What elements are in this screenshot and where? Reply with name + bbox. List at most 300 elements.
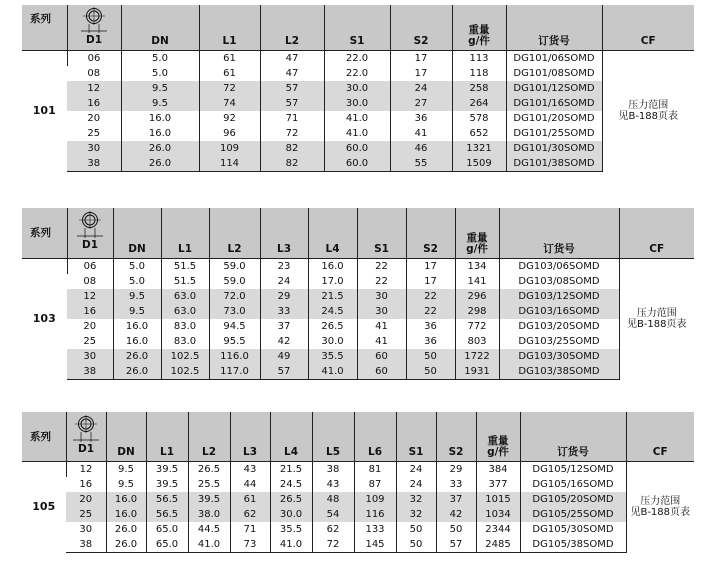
table-row [22,274,694,289]
cell-s1: 22.0 [324,66,390,81]
cell-order-number: DG103/20SOMD [499,319,619,334]
cell-s2: 17 [406,258,455,274]
header-order-number: 订货号 [520,412,626,461]
cell-l2: 57 [260,81,324,96]
cell-weight: 1015 [476,492,520,507]
header-l4: L4 [308,208,357,258]
cell-weight: 2344 [476,522,520,537]
table-row [22,364,694,380]
header-cf: CF [602,5,694,50]
cell-s2: 41 [390,126,452,141]
header-s1: S1 [324,5,390,50]
cell-d1: 12 [67,289,113,304]
table-row [22,334,694,349]
cell-l2: 39.5 [188,492,230,507]
cell-order-number: DG105/30SOMD [520,522,626,537]
header-weight [452,5,506,50]
cell-s1: 50 [396,522,436,537]
cell-l1: 61 [199,66,260,81]
header-series: 系列 [22,412,66,461]
cell-order-number: DG105/38SOMD [520,537,626,553]
cell-order-number: DG101/12SOMD [506,81,602,96]
cell-l3: 62 [230,507,270,522]
cell-dn: 9.5 [121,81,199,96]
cell-s2: 27 [390,96,452,111]
header-l1: L1 [161,208,209,258]
header-cf: CF [619,208,694,258]
cell-s2: 24 [390,81,452,96]
cell-d1: 16 [67,304,113,319]
cf-note-line1: 压力范围 [640,495,681,507]
cell-l2: 94.5 [209,319,260,334]
cell-dn: 26.0 [121,141,199,156]
table-row [22,81,694,96]
cell-s1: 41 [357,319,406,334]
cell-l1: 65.0 [146,522,188,537]
cell-s2: 17 [406,274,455,289]
cell-s1: 60 [357,349,406,364]
cell-d1: 25 [87,127,101,139]
cf-note [602,50,694,171]
header-d1-label: D1 [85,34,103,46]
table-row [22,111,694,126]
header-s2: S2 [436,412,476,461]
cell-l1: 51.5 [161,274,209,289]
cell-l1: 56.5 [146,492,188,507]
cell-order-number: DG101/20SOMD [506,111,602,126]
cf-note-line2: 见B-188页表 [630,506,691,518]
spec-table-101 [22,5,694,172]
cell-dn: 16.0 [113,319,161,334]
cell-l3: 43 [230,461,270,477]
cell-s2: 37 [436,492,476,507]
cell-s2: 50 [406,349,455,364]
cell-l1: 114 [199,156,260,172]
cell-dn: 5.0 [113,274,161,289]
cell-l2: 41.0 [188,537,230,553]
cell-dn: 5.0 [121,50,199,66]
cell-l3: 23 [260,258,308,274]
table-row [22,141,694,156]
cell-weight: 1034 [476,507,520,522]
header-d1-label: D1 [81,239,99,251]
cell-d1: 25 [83,335,97,347]
cell-l1: 56.5 [146,507,188,522]
cell-order-number: DG105/25SOMD [520,507,626,522]
header-l3: L3 [260,208,308,258]
series-label: 105 [22,461,66,552]
cell-s2: 36 [390,111,452,126]
cell-l1: 83.0 [161,319,209,334]
header-order-number: 订货号 [499,208,619,258]
cell-l1: 102.5 [161,364,209,380]
cell-dn: 26.0 [106,522,146,537]
cell-s2: 17 [390,66,452,81]
cell-weight: 1509 [452,156,506,172]
header-weight-line2: g/件 [466,242,488,255]
cell-l4: 16.0 [308,258,357,274]
header-s2: S2 [390,5,452,50]
cell-l1: 92 [199,111,260,126]
cell-order-number: DG101/38SOMD [506,156,602,172]
cell-s2: 29 [436,461,476,477]
cell-l4: 35.5 [270,522,312,537]
cell-weight: 141 [455,274,499,289]
cell-s1: 22 [357,258,406,274]
cell-l6: 109 [354,492,396,507]
fitting-diameter-icon [73,210,107,240]
cell-s1: 30 [357,289,406,304]
header-weight [476,412,520,461]
cell-d1: 30 [67,141,121,156]
cell-l5: 48 [312,492,354,507]
cell-dn: 16.0 [121,126,199,141]
table-row [22,477,694,492]
cell-d1: 20 [83,320,97,332]
cell-l4: 26.5 [308,319,357,334]
cf-note-line2: 见B-188页表 [626,318,687,330]
cell-order-number: DG101/30SOMD [506,141,602,156]
cell-weight: 298 [455,304,499,319]
cell-l2: 38.0 [188,507,230,522]
cell-order-number: DG103/08SOMD [499,274,619,289]
cell-order-number: DG103/12SOMD [499,289,619,304]
cell-l6: 145 [354,537,396,553]
cell-l4: 30.0 [308,334,357,349]
table-row [22,156,694,172]
cell-l2: 57 [260,96,324,111]
cell-weight: 1931 [455,364,499,380]
cell-d1: 12 [67,81,121,96]
cell-weight: 258 [452,81,506,96]
cell-d1: 16 [67,96,121,111]
cell-l2: 44.5 [188,522,230,537]
cell-s2: 50 [436,522,476,537]
cell-s1: 32 [396,492,436,507]
cell-s1: 24 [396,461,436,477]
cell-s2: 42 [436,507,476,522]
cell-l2: 82 [260,156,324,172]
header-l5: L5 [312,412,354,461]
cell-s1: 60.0 [324,156,390,172]
spec-table-103 [22,208,694,380]
table-row [22,507,694,522]
table-row [22,66,694,81]
cell-weight: 803 [455,334,499,349]
cell-dn: 9.5 [113,289,161,304]
cell-l3: 29 [260,289,308,304]
cell-dn: 26.0 [106,537,146,553]
cell-d1: 25 [66,507,106,522]
cell-weight: 134 [455,258,499,274]
table-row [22,461,694,477]
cell-l3: 57 [260,364,308,380]
cell-order-number: DG101/06SOMD [506,50,602,66]
cell-l6: 133 [354,522,396,537]
header-d1 [67,208,113,258]
cf-note-line2: 见B-188页表 [618,110,679,122]
cell-order-number: DG103/06SOMD [499,258,619,274]
cell-weight: 264 [452,96,506,111]
cell-l3: 73 [230,537,270,553]
cell-dn: 26.0 [113,349,161,364]
cell-l1: 51.5 [161,258,209,274]
cell-l2: 59.0 [209,274,260,289]
cell-l2: 47 [260,66,324,81]
cell-l5: 62 [312,522,354,537]
fitting-diameter-icon [77,7,111,35]
cell-s2: 36 [406,319,455,334]
header-l1: L1 [146,412,188,461]
cell-l1: 63.0 [161,289,209,304]
cell-s1: 60 [357,364,406,380]
cell-l1: 61 [199,50,260,66]
cell-s1: 41 [357,334,406,349]
cell-dn: 9.5 [113,304,161,319]
cell-l1: 102.5 [161,349,209,364]
cell-l5: 72 [312,537,354,553]
cell-weight: 377 [476,477,520,492]
cell-l2: 59.0 [209,258,260,274]
cell-order-number: DG105/20SOMD [520,492,626,507]
header-weight-line2: g/件 [468,34,490,47]
cell-dn: 5.0 [121,66,199,81]
cell-d1: 38 [67,156,121,172]
cell-l3: 61 [230,492,270,507]
header-l2: L2 [188,412,230,461]
cell-s2: 22 [406,289,455,304]
header-s1: S1 [396,412,436,461]
cell-s2: 36 [406,334,455,349]
cell-l2: 25.5 [188,477,230,492]
cell-l2: 116.0 [209,349,260,364]
cell-d1: 20 [87,112,101,124]
cell-l4: 24.5 [308,304,357,319]
cell-l4: 21.5 [308,289,357,304]
cell-s1: 30 [357,304,406,319]
cell-s2: 50 [406,364,455,380]
cf-note-line1: 压力范围 [636,307,677,319]
fitting-diameter-icon [69,414,103,444]
header-weight-line1: 重量 [487,434,509,447]
series-label: 103 [22,258,67,379]
table-row [22,304,694,319]
cell-weight: 113 [452,50,506,66]
cell-order-number: DG105/12SOMD [520,461,626,477]
cell-order-number: DG101/08SOMD [506,66,602,81]
table-row [22,96,694,111]
cell-l5: 38 [312,461,354,477]
cell-dn: 16.0 [121,111,199,126]
cell-l4: 41.0 [270,537,312,553]
header-weight-line2: g/件 [487,445,509,458]
cell-dn: 16.0 [106,507,146,522]
cell-s1: 50 [396,537,436,553]
cell-s2: 55 [390,156,452,172]
table-row [22,289,694,304]
cell-s2: 46 [390,141,452,156]
header-d1 [66,412,106,461]
cf-note [619,258,694,379]
cell-l1: 63.0 [161,304,209,319]
cell-d1: 16 [79,478,93,490]
cell-d1: 06 [67,50,121,66]
cell-order-number: DG101/25SOMD [506,126,602,141]
cell-dn: 16.0 [106,492,146,507]
table-row [22,349,694,364]
cell-weight: 1321 [452,141,506,156]
cell-s1: 22.0 [324,50,390,66]
cell-l2: 95.5 [209,334,260,349]
cell-dn: 5.0 [113,258,161,274]
cell-l2: 72 [260,126,324,141]
table-row [22,492,694,507]
cell-d1: 08 [83,275,97,287]
header-l4: L4 [270,412,312,461]
cell-l3: 24 [260,274,308,289]
cell-d1: 38 [66,537,106,553]
cell-l1: 96 [199,126,260,141]
header-series: 系列 [22,208,67,258]
cf-note-line1: 压力范围 [628,99,669,111]
cell-d1: 12 [66,461,106,477]
cell-s1: 22 [357,274,406,289]
cell-weight: 118 [452,66,506,81]
cell-s1: 30.0 [324,96,390,111]
table-row [22,522,694,537]
cell-dn: 26.0 [113,364,161,380]
cell-s1: 30.0 [324,81,390,96]
cell-l3: 37 [260,319,308,334]
cell-s1: 60.0 [324,141,390,156]
cell-s1: 32 [396,507,436,522]
header-dn: DN [113,208,161,258]
table-row [22,258,694,274]
cell-l2: 82 [260,141,324,156]
cell-l2: 71 [260,111,324,126]
cell-l4: 41.0 [308,364,357,380]
cell-s2: 22 [406,304,455,319]
cell-s2: 57 [436,537,476,553]
cell-l4: 35.5 [308,349,357,364]
cell-weight: 296 [455,289,499,304]
cell-l5: 43 [312,477,354,492]
cell-l2: 72.0 [209,289,260,304]
header-s2: S2 [406,208,455,258]
header-dn: DN [121,5,199,50]
header-d1-label: D1 [77,443,95,455]
cell-l4: 21.5 [270,461,312,477]
header-l2: L2 [260,5,324,50]
cell-s1: 41.0 [324,111,390,126]
cell-l4: 17.0 [308,274,357,289]
cell-l3: 49 [260,349,308,364]
cell-l3: 42 [260,334,308,349]
cell-d1: 30 [79,523,93,535]
header-l6: L6 [354,412,396,461]
cell-dn: 9.5 [106,477,146,492]
cell-order-number: DG103/16SOMD [499,304,619,319]
cell-l1: 109 [199,141,260,156]
cell-d1: 08 [87,67,101,79]
cell-l1: 65.0 [146,537,188,553]
cell-s2: 33 [436,477,476,492]
header-l3: L3 [230,412,270,461]
cell-l1: 83.0 [161,334,209,349]
series-label: 101 [22,50,67,171]
cell-order-number: DG101/16SOMD [506,96,602,111]
header-series: 系列 [22,5,67,50]
cell-l6: 87 [354,477,396,492]
cell-l6: 116 [354,507,396,522]
spec-table-105 [22,412,694,553]
cell-l2: 73.0 [209,304,260,319]
table-row [22,50,694,66]
header-cf: CF [626,412,694,461]
header-s1: S1 [357,208,406,258]
table-row [22,319,694,334]
header-l1: L1 [199,5,260,50]
cell-order-number: DG103/38SOMD [499,364,619,380]
cell-l4: 30.0 [270,507,312,522]
cell-l3: 71 [230,522,270,537]
cell-d1: 06 [67,258,113,274]
cf-note [626,461,694,552]
cell-weight: 1722 [455,349,499,364]
cell-dn: 9.5 [121,96,199,111]
table-row [22,537,694,553]
cell-l1: 39.5 [146,477,188,492]
cell-s2: 17 [390,50,452,66]
cell-l5: 54 [312,507,354,522]
cell-order-number: DG103/30SOMD [499,349,619,364]
cell-dn: 9.5 [106,461,146,477]
cell-d1: 30 [67,349,113,364]
cell-l6: 81 [354,461,396,477]
header-weight [455,208,499,258]
cell-order-number: DG105/16SOMD [520,477,626,492]
cell-l2: 26.5 [188,461,230,477]
cell-dn: 26.0 [121,156,199,172]
cell-l3: 33 [260,304,308,319]
cell-l1: 74 [199,96,260,111]
cell-d1: 38 [67,364,113,380]
cell-weight: 384 [476,461,520,477]
cell-d1: 20 [66,492,106,507]
cell-s1: 41.0 [324,126,390,141]
cell-l4: 24.5 [270,477,312,492]
cell-l1: 39.5 [146,461,188,477]
cell-l2: 117.0 [209,364,260,380]
cell-order-number: DG103/25SOMD [499,334,619,349]
cell-weight: 772 [455,319,499,334]
cell-dn: 16.0 [113,334,161,349]
header-dn: DN [106,412,146,461]
cell-l1: 72 [199,81,260,96]
cell-l2: 47 [260,50,324,66]
table-row [22,126,694,141]
header-weight-line1: 重量 [466,231,488,244]
cell-weight: 652 [452,126,506,141]
header-d1 [67,5,121,50]
cell-l3: 44 [230,477,270,492]
header-weight-line1: 重量 [468,23,490,36]
header-order-number: 订货号 [506,5,602,50]
cell-weight: 2485 [476,537,520,553]
cell-s1: 24 [396,477,436,492]
cell-l4: 26.5 [270,492,312,507]
cell-weight: 578 [452,111,506,126]
